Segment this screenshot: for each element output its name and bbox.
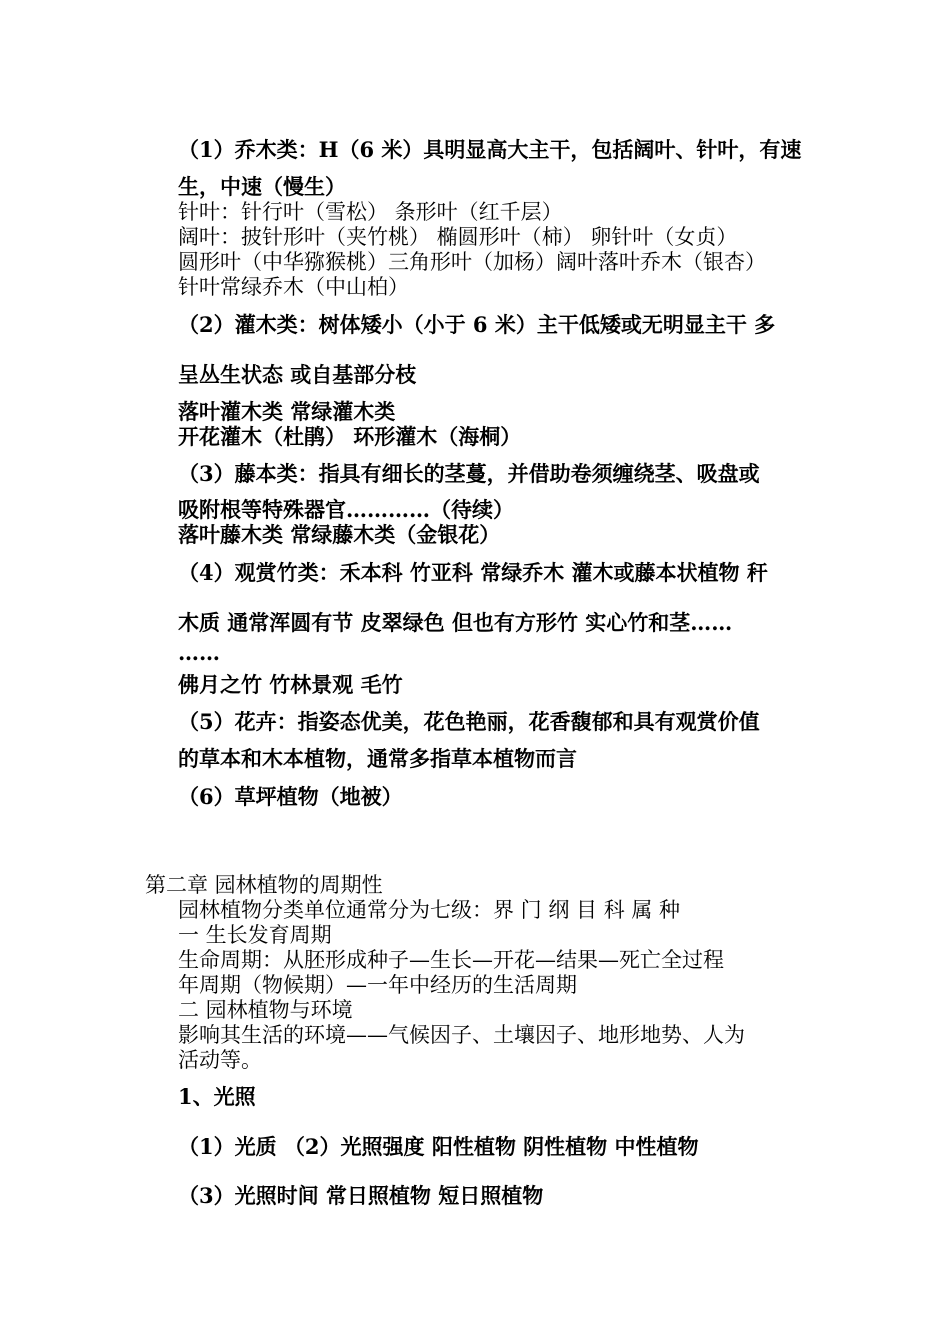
text-line: 年周期（物候期）—一年中经历的生活周期 (178, 973, 577, 997)
text-line: （1）光质 （2）光照强度 阳性植物 阴性植物 中性植物 (178, 1134, 699, 1159)
text-line: 开花灌木（杜鹃） 环形灌木（海桐） (178, 424, 522, 449)
text-line: 吸附根等特殊器官…………（待续） (178, 497, 514, 522)
text-line: （5）花卉：指姿态优美，花色艳丽，花香馥郁和具有观赏价值 (178, 709, 760, 734)
text-line: 生命周期：从胚形成种子—生长—开花—结果—死亡全过程 (178, 948, 724, 972)
text-line: 一 生长发育周期 (178, 923, 332, 947)
text-line: （1）乔木类：H（6 米）具明显高大主干，包括阔叶、针叶，有速 (178, 137, 802, 162)
text-line: 生，中速（慢生） (178, 174, 346, 199)
text-line: （4）观赏竹类：禾本科 竹亚科 常绿乔木 灌木或藤本状植物 秆 (178, 560, 768, 585)
text-line: 落叶藤木类 常绿藤木类（金银花） (178, 522, 501, 547)
chapter-heading: 第二章 园林植物的周期性 (145, 873, 383, 897)
text-line: 1、光照 (178, 1084, 256, 1109)
text-line: （3）藤本类：指具有细长的茎蔓，并借助卷须缠绕茎、吸盘或 (178, 461, 760, 486)
text-line: 的草本和木本植物，通常多指草本植物而言 (178, 746, 577, 771)
text-line: 圆形叶（中华猕猴桃）三角形叶（加杨）阔叶落叶乔木（银杏） (178, 250, 766, 274)
text-line: 木质 通常浑圆有节 皮翠绿色 但也有方形竹 实心竹和茎…… (178, 610, 733, 635)
text-line: 活动等。 (178, 1048, 262, 1072)
text-line: （2）灌木类：树体矮小（小于 6 米）主干低矮或无明显主干 多 (178, 312, 776, 337)
text-line: 落叶灌木类 常绿灌木类 (178, 399, 396, 424)
text-line: （6）草坪植物（地被） (178, 784, 403, 809)
text-line: 园林植物分类单位通常分为七级：界 门 纲 目 科 属 种 (178, 898, 681, 922)
text-line: 针叶：针行叶（雪松） 条形叶（红千层） (178, 200, 563, 224)
text-line: 影响其生活的环境——气候因子、土壤因子、地形地势、人为 (178, 1023, 745, 1047)
text-line: 呈丛生状态 或自基部分枝 (178, 362, 417, 387)
text-line: 佛月之竹 竹林景观 毛竹 (178, 672, 403, 697)
text-line: 针叶常绿乔木（中山柏） (178, 275, 409, 299)
text-line: …… (178, 640, 220, 665)
text-line: 二 园林植物与环境 (178, 998, 353, 1022)
text-line: 阔叶：披针形叶（夹竹桃） 椭圆形叶（柿） 卵针叶（女贞） (178, 225, 738, 249)
text-line: （3）光照时间 常日照植物 短日照植物 (178, 1183, 544, 1208)
